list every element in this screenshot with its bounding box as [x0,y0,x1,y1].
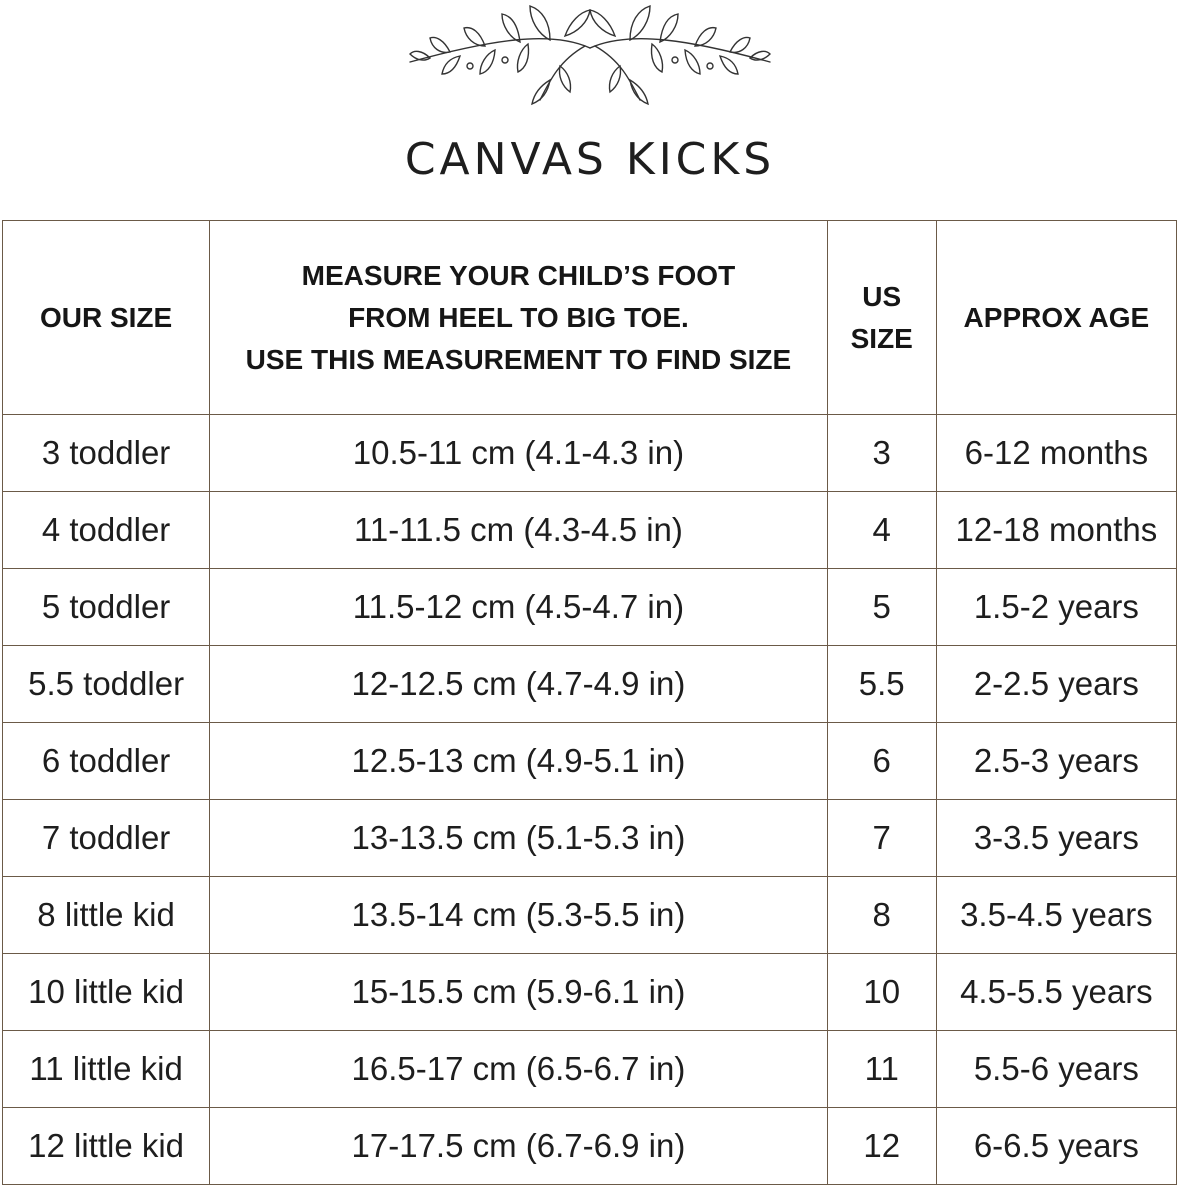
us-size-cell: 6 [827,723,936,800]
us-size-cell: 5.5 [827,646,936,723]
our-size-cell: 11 little kid [3,1031,210,1108]
header-measure-line-2: FROM HEEL TO BIG TOE. [348,301,689,333]
header-us-size-line-2: SIZE [850,322,913,354]
our-size-cell: 12 little kid [3,1108,210,1185]
approx-age-cell: 4.5-5.5 years [936,954,1176,1031]
header-us-size-line-1: US [862,280,902,312]
us-size-cell: 10 [827,954,936,1031]
header-row [3,221,1177,415]
measurement-cell: 11.5-12 cm (4.5-4.7 in) [210,569,828,646]
brand-title: CANVAS KICKS [404,134,776,185]
measurement-cell: 17-17.5 cm (6.7-6.9 in) [210,1108,828,1185]
table-row [3,723,1177,800]
size-chart-table [2,220,1177,1185]
measurement-cell: 16.5-17 cm (6.5-6.7 in) [210,1031,828,1108]
approx-age-cell: 3-3.5 years [936,800,1176,877]
header-approx-age: APPROX AGE [936,221,1176,415]
table-row [3,800,1177,877]
table-row [3,877,1177,954]
measurement-cell: 13.5-14 cm (5.3-5.5 in) [210,877,828,954]
header-our-size: OUR SIZE [3,221,210,415]
approx-age-cell: 1.5-2 years [936,569,1176,646]
our-size-cell: 5.5 toddler [3,646,210,723]
our-size-cell: 3 toddler [3,415,210,492]
table-row [3,1031,1177,1108]
table-row [3,492,1177,569]
us-size-cell: 12 [827,1108,936,1185]
approx-age-cell: 2-2.5 years [936,646,1176,723]
our-size-cell: 6 toddler [3,723,210,800]
measurement-cell: 13-13.5 cm (5.1-5.3 in) [210,800,828,877]
table-row [3,646,1177,723]
our-size-cell: 7 toddler [3,800,210,877]
us-size-cell: 11 [827,1031,936,1108]
approx-age-cell: 5.5-6 years [936,1031,1176,1108]
floral-branch-ornament-icon [400,0,780,130]
our-size-cell: 8 little kid [3,877,210,954]
table-row [3,1108,1177,1185]
approx-age-cell: 6-12 months [936,415,1176,492]
measurement-cell: 12-12.5 cm (4.7-4.9 in) [210,646,828,723]
us-size-cell: 8 [827,877,936,954]
approx-age-cell: 2.5-3 years [936,723,1176,800]
our-size-cell: 4 toddler [3,492,210,569]
approx-age-cell: 12-18 months [936,492,1176,569]
table-row [3,954,1177,1031]
us-size-cell: 3 [827,415,936,492]
us-size-cell: 4 [827,492,936,569]
our-size-cell: 10 little kid [3,954,210,1031]
header-measure [210,221,828,415]
measurement-cell: 12.5-13 cm (4.9-5.1 in) [210,723,828,800]
header-us-size [827,221,936,415]
table-row [3,569,1177,646]
approx-age-cell: 3.5-4.5 years [936,877,1176,954]
measurement-cell: 15-15.5 cm (5.9-6.1 in) [210,954,828,1031]
table-row [3,415,1177,492]
measurement-cell: 10.5-11 cm (4.1-4.3 in) [210,415,828,492]
us-size-cell: 5 [827,569,936,646]
our-size-cell: 5 toddler [3,569,210,646]
us-size-cell: 7 [827,800,936,877]
measurement-cell: 11-11.5 cm (4.3-4.5 in) [210,492,828,569]
header-measure-line-3: USE THIS MEASUREMENT TO FIND SIZE [245,343,792,375]
approx-age-cell: 6-6.5 years [936,1108,1176,1185]
header-measure-line-1: MEASURE YOUR CHILD’S FOOT [301,259,736,291]
